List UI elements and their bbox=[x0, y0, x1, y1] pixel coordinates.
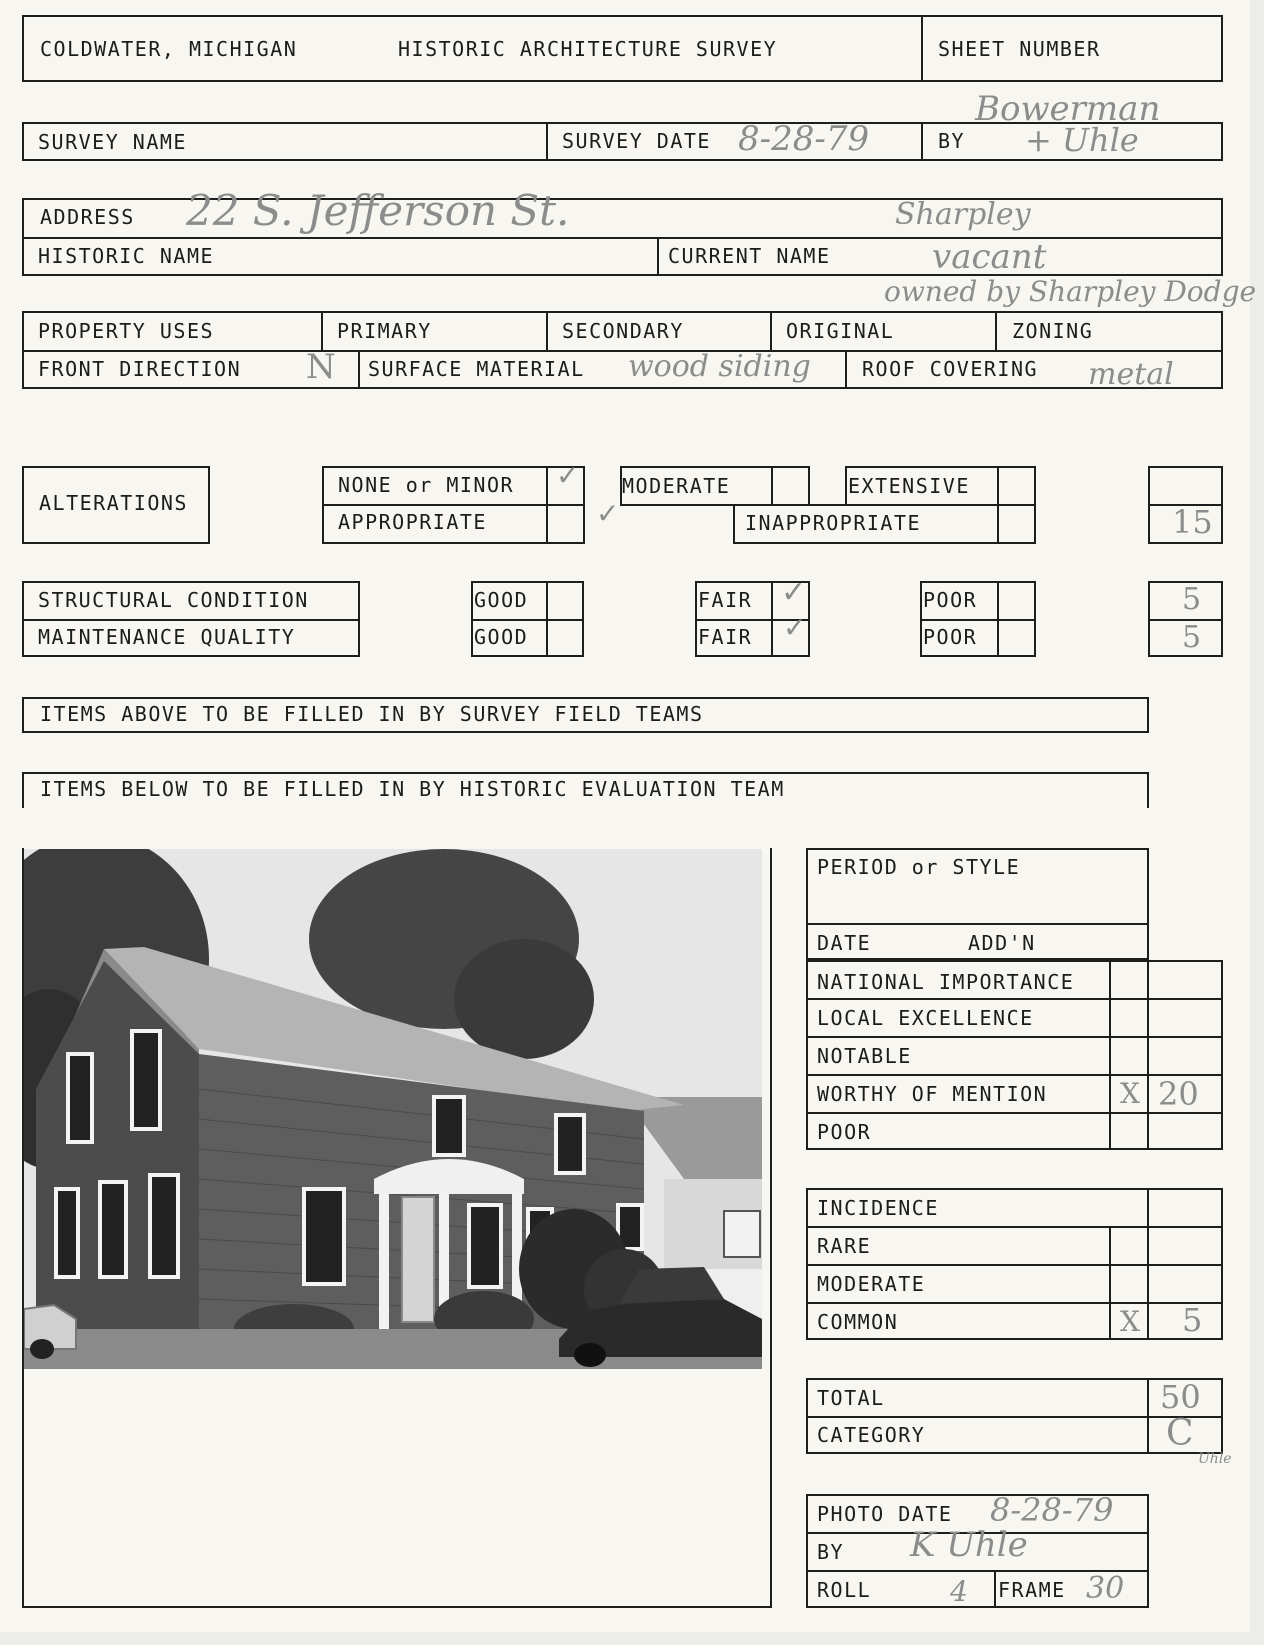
survey-divider-2 bbox=[921, 122, 923, 161]
rare-label: RARE bbox=[817, 1234, 872, 1258]
incidence-row-2 bbox=[806, 1264, 1223, 1266]
property-col-6 bbox=[845, 350, 847, 389]
importance-mark-col bbox=[1109, 960, 1111, 1150]
photo-by-value: K Uhle bbox=[910, 1525, 1028, 1565]
total-label: TOTAL bbox=[817, 1386, 885, 1410]
surface-material-value: wood siding bbox=[628, 349, 811, 384]
appropriate-label: APPROPRIATE bbox=[338, 510, 487, 534]
survey-by-label: BY bbox=[938, 129, 966, 153]
poor-mid bbox=[920, 619, 1036, 621]
none-or-minor-label: NONE or MINOR bbox=[338, 473, 515, 497]
zoning-label: ZONING bbox=[1012, 319, 1094, 343]
maintenance-fair: FAIR bbox=[698, 625, 753, 649]
incidence-label: INCIDENCE bbox=[817, 1196, 939, 1220]
property-col-1 bbox=[321, 311, 323, 350]
alterations-score: 15 bbox=[1172, 503, 1213, 541]
sheet-number-label: SHEET NUMBER bbox=[938, 37, 1101, 61]
period-divider bbox=[806, 923, 1149, 925]
extensive-check-col bbox=[997, 466, 999, 506]
inappropriate-label: INAPPROPRIATE bbox=[745, 511, 922, 535]
survey-by-value-2: + Uhle bbox=[1025, 121, 1139, 159]
incidence-moderate-label: MODERATE bbox=[817, 1272, 926, 1296]
property-col-5 bbox=[358, 350, 360, 389]
photo-by-label: BY bbox=[817, 1540, 845, 1564]
common-mark: X bbox=[1120, 1305, 1140, 1338]
common-label: COMMON bbox=[817, 1310, 899, 1334]
category-label: CATEGORY bbox=[817, 1423, 926, 1447]
survey-name-label: SURVEY NAME bbox=[38, 130, 187, 154]
survey-divider-1 bbox=[546, 122, 548, 161]
secondary-label: SECONDARY bbox=[562, 319, 684, 343]
roof-covering-label: ROOF COVERING bbox=[862, 357, 1039, 381]
local-excellence: LOCAL EXCELLENCE bbox=[817, 1006, 1034, 1030]
note-above: ITEMS ABOVE TO BE FILLED IN BY SURVEY FIELD TEAMS bbox=[40, 702, 704, 726]
incidence-mark-col bbox=[1109, 1226, 1111, 1340]
fair-check-col bbox=[771, 581, 773, 657]
roll-value: 4 bbox=[950, 1575, 968, 1608]
front-direction-value: N bbox=[306, 347, 336, 387]
note-below: ITEMS BELOW TO BE FILLED IN BY HISTORIC EVALUATION TEAM bbox=[40, 777, 785, 801]
worthy-of-mention: WORTHY OF MENTION bbox=[817, 1082, 1048, 1106]
historic-name-label: HISTORIC NAME bbox=[38, 244, 215, 268]
date-label: DATE bbox=[817, 931, 872, 955]
frame-value: 30 bbox=[1086, 1571, 1125, 1606]
alterations-check-col bbox=[546, 466, 548, 544]
notable: NOTABLE bbox=[817, 1044, 912, 1068]
category-initials: Uhle bbox=[1198, 1451, 1232, 1467]
extensive-label: EXTENSIVE bbox=[848, 474, 970, 498]
good-mid bbox=[471, 619, 584, 621]
incidence-score-col bbox=[1147, 1188, 1149, 1340]
survey-by-value-1: Bowerman bbox=[975, 89, 1161, 129]
good-check-col bbox=[546, 581, 548, 657]
survey-title: HISTORIC ARCHITECTURE SURVEY bbox=[398, 37, 778, 61]
address-value: 22 S. Jefferson St. bbox=[186, 186, 570, 235]
worthy-mark: X bbox=[1120, 1077, 1140, 1110]
roll-frame-divider bbox=[994, 1570, 996, 1608]
structural-fair-check: ✓ bbox=[781, 575, 807, 610]
maintenance-fair-check: ✓ bbox=[783, 611, 807, 644]
importance-row-2 bbox=[806, 1036, 1223, 1038]
address-label: ADDRESS bbox=[40, 205, 135, 229]
moderate-check-col bbox=[771, 466, 773, 506]
common-score: 5 bbox=[1182, 1301, 1203, 1339]
inappropriate-check-col bbox=[997, 504, 999, 544]
note-above-right bbox=[1147, 697, 1149, 733]
importance-row-1 bbox=[806, 998, 1223, 1000]
property-uses-label: PROPERTY USES bbox=[38, 319, 215, 343]
appropriate-check: ✓ bbox=[596, 497, 620, 530]
addn-label: ADD'N bbox=[968, 931, 1036, 955]
property-col-2 bbox=[546, 311, 548, 350]
structural-score: 5 bbox=[1182, 582, 1202, 617]
house-photo-drawing bbox=[24, 849, 762, 1369]
current-name-owner: owned by Sharpley Dodge bbox=[884, 275, 1257, 308]
surface-material-label: SURFACE MATERIAL bbox=[368, 357, 585, 381]
maintenance-poor: POOR bbox=[923, 625, 978, 649]
photo-date-label: PHOTO DATE bbox=[817, 1502, 953, 1526]
current-name-divider bbox=[657, 237, 659, 276]
front-direction-label: FRONT DIRECTION bbox=[38, 357, 242, 381]
structural-fair: FAIR bbox=[698, 588, 753, 612]
alterations-label: ALTERATIONS bbox=[39, 491, 188, 515]
maintenance-score: 5 bbox=[1182, 620, 1202, 655]
structural-poor: POOR bbox=[923, 588, 978, 612]
totals-score-col bbox=[1147, 1378, 1149, 1454]
period-label: PERIOD or STYLE bbox=[817, 855, 1021, 879]
primary-label: PRIMARY bbox=[337, 319, 432, 343]
total-value: 50 bbox=[1160, 1378, 1201, 1416]
property-col-4 bbox=[995, 311, 997, 350]
poor-check-col bbox=[997, 581, 999, 657]
roll-label: ROLL bbox=[817, 1578, 872, 1602]
eval-poor: POOR bbox=[817, 1120, 872, 1144]
frame-label: FRAME bbox=[998, 1578, 1066, 1602]
city-label: COLDWATER, MICHIGAN bbox=[40, 37, 298, 61]
property-divider bbox=[22, 350, 1223, 352]
current-name-value: vacant bbox=[932, 237, 1047, 277]
incidence-row-1 bbox=[806, 1226, 1223, 1228]
maintenance-quality-label: MAINTENANCE QUALITY bbox=[38, 625, 296, 649]
survey-date-label: SURVEY DATE bbox=[562, 129, 711, 153]
roof-covering-value: metal bbox=[1088, 357, 1174, 392]
condition-label-mid bbox=[22, 619, 360, 621]
property-col-3 bbox=[770, 311, 772, 350]
category-value: C bbox=[1166, 1413, 1194, 1454]
survey-date-value: 8-28-79 bbox=[738, 119, 870, 159]
national-importance: NATIONAL IMPORTANCE bbox=[817, 970, 1075, 994]
current-name-label: CURRENT NAME bbox=[668, 244, 831, 268]
current-name-note: Sharpley bbox=[895, 197, 1031, 232]
worthy-score: 20 bbox=[1158, 1075, 1199, 1113]
incidence-row-3 bbox=[806, 1302, 1223, 1304]
none-or-minor-check: ✓ bbox=[556, 459, 580, 492]
structural-good: GOOD bbox=[474, 588, 529, 612]
photo-date-value: 8-28-79 bbox=[990, 1491, 1114, 1529]
importance-score-col bbox=[1147, 960, 1149, 1150]
note-below-right bbox=[1147, 772, 1149, 808]
house-photograph bbox=[24, 849, 762, 1369]
header-divider bbox=[921, 15, 923, 82]
structural-condition-label: STRUCTURAL CONDITION bbox=[38, 588, 309, 612]
totals-divider bbox=[806, 1416, 1223, 1418]
original-label: ORIGINAL bbox=[786, 319, 895, 343]
moderate-label: MODERATE bbox=[622, 474, 731, 498]
maintenance-good: GOOD bbox=[474, 625, 529, 649]
